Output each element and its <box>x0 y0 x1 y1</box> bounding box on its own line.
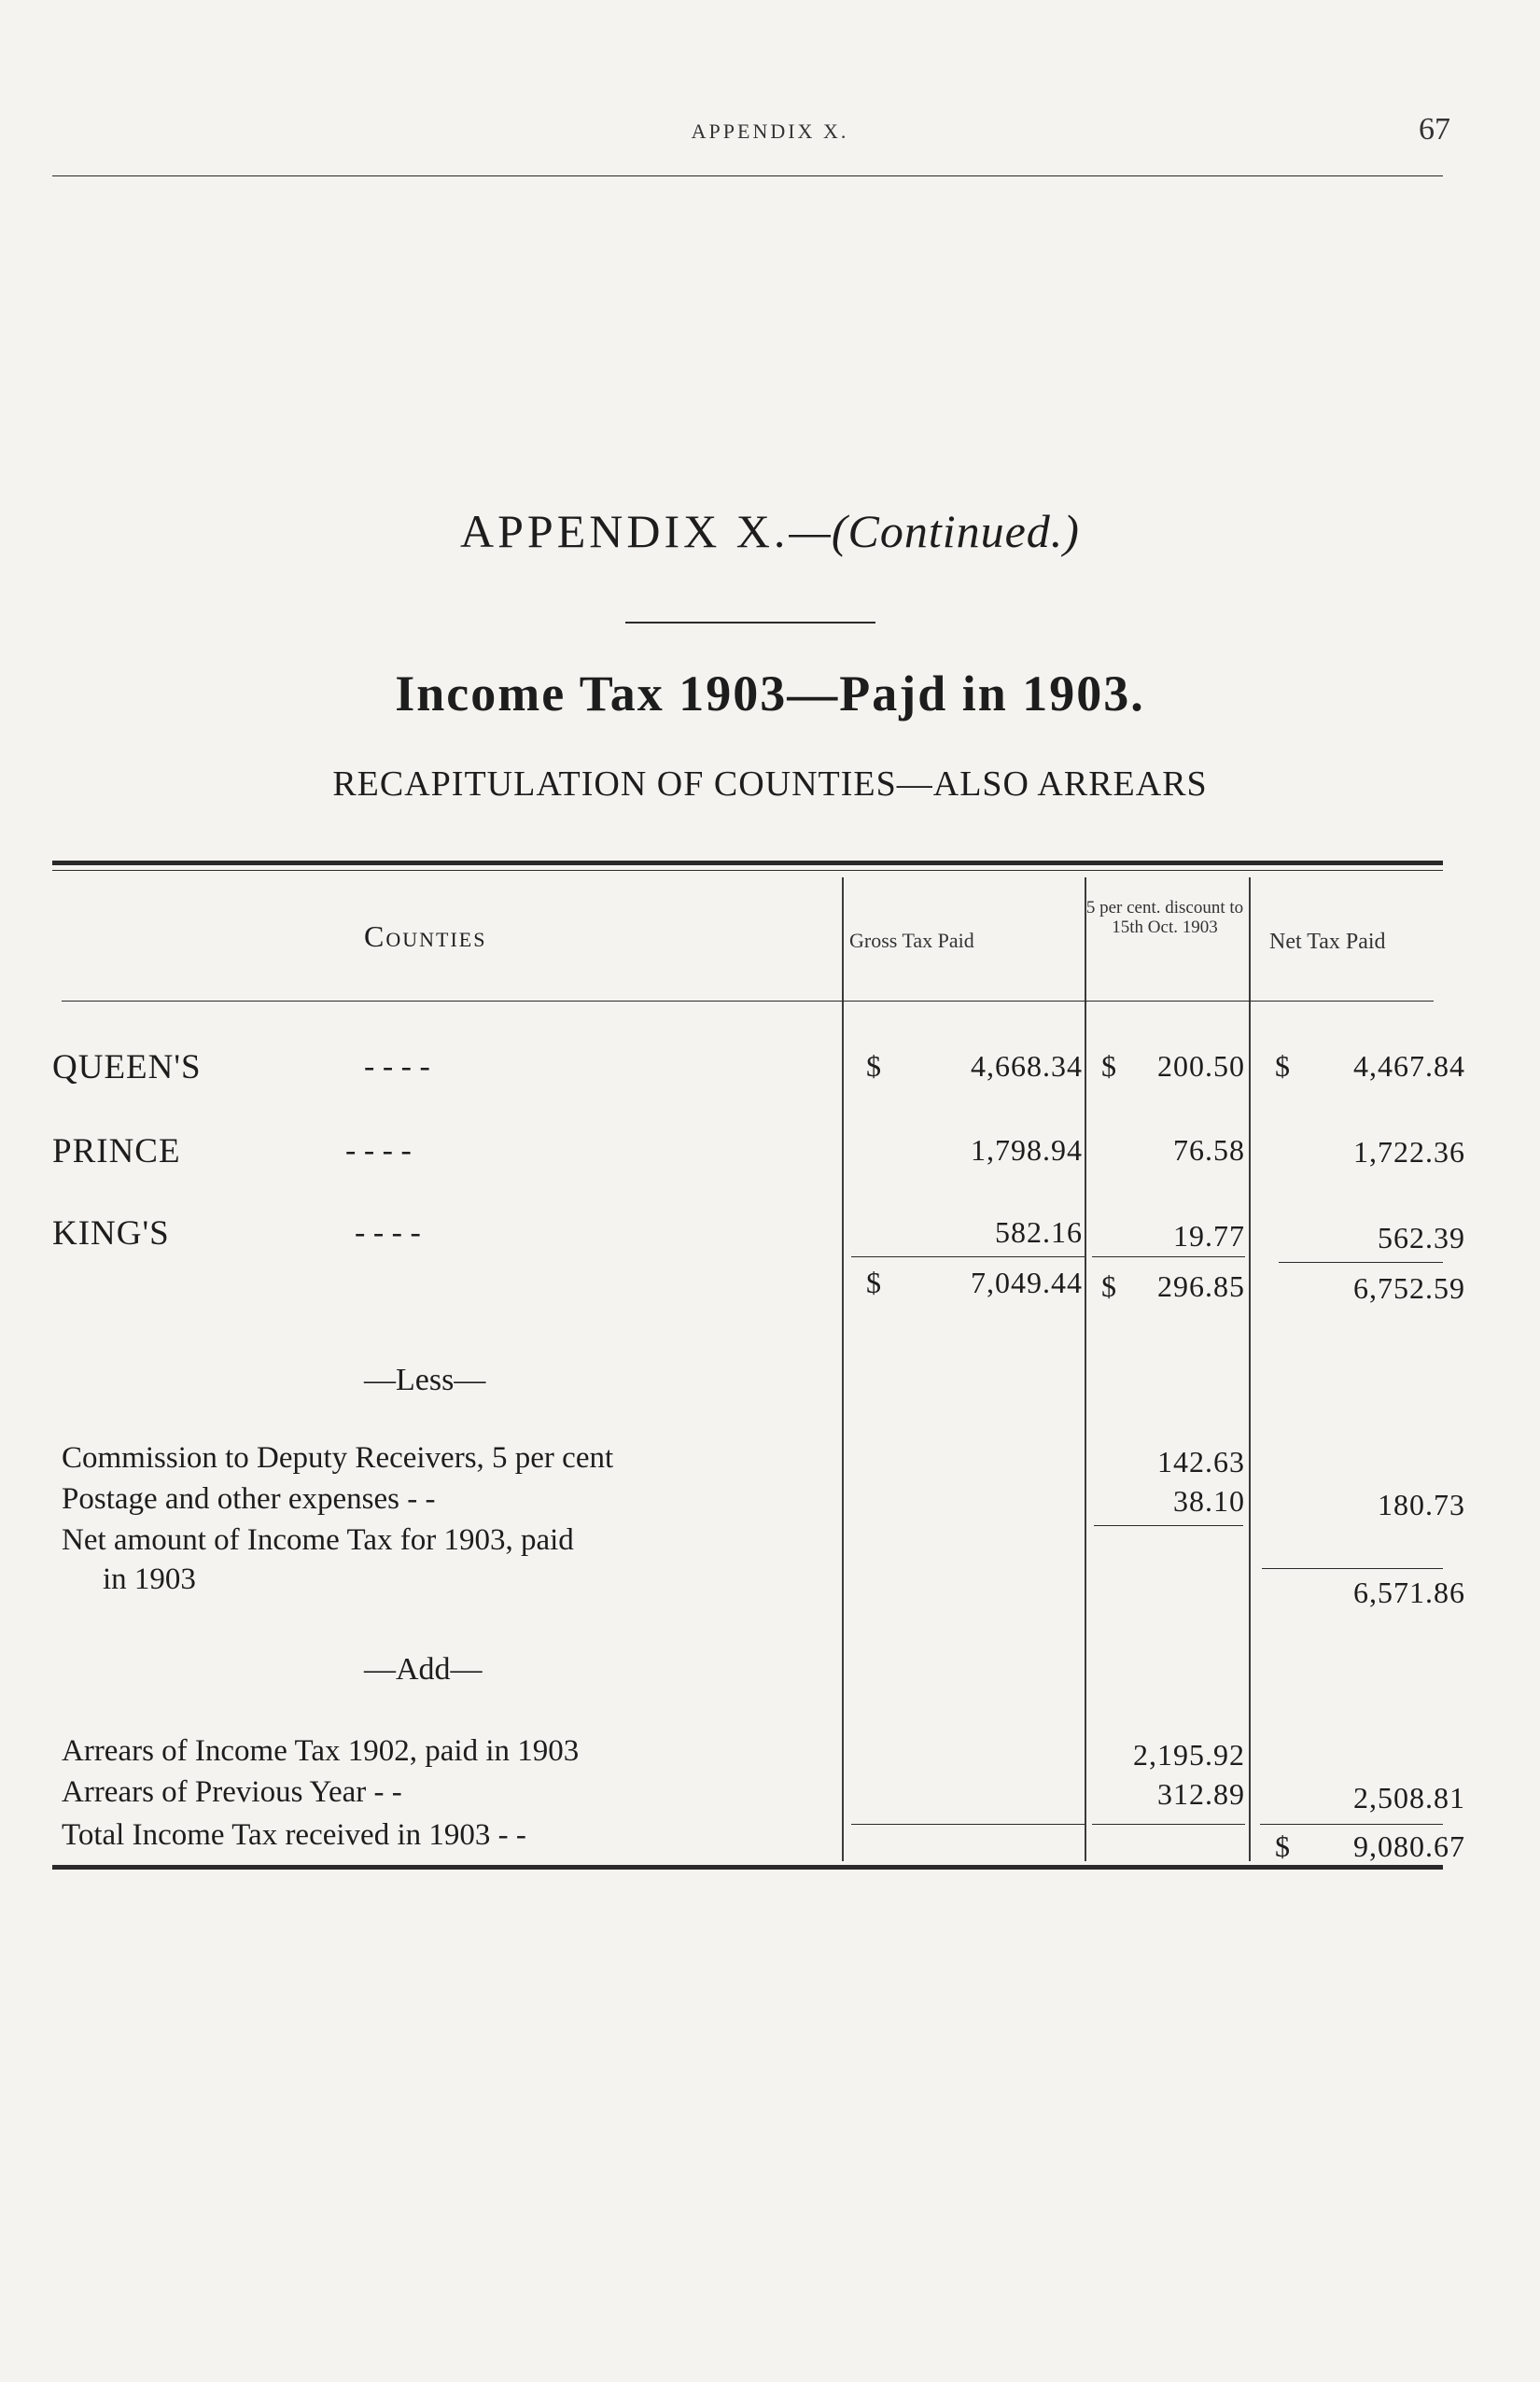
grand-total-rule <box>1092 1824 1245 1825</box>
header-net-tax: Net Tax Paid <box>1269 930 1386 954</box>
table-top-rule <box>52 861 1443 865</box>
grand-total-rule <box>851 1824 1085 1825</box>
grand-total-value: 9,080.67 <box>1353 1829 1465 1863</box>
header-counties: Counties <box>364 919 487 953</box>
leader-dashes: - - - - <box>364 1049 430 1084</box>
net-tax-value: 1,722.36 <box>1353 1135 1465 1169</box>
header-rule <box>52 175 1443 176</box>
net-amount-label-cont: in 1903 <box>103 1562 196 1596</box>
table-top-rule-thin <box>52 870 1443 871</box>
add-label: —Add— <box>364 1652 483 1687</box>
column-divider-2 <box>1085 877 1086 1861</box>
discount-value: 200.50 <box>1157 1049 1245 1083</box>
table-bottom-rule <box>52 1865 1443 1870</box>
net-tax-value: 562.39 <box>1378 1221 1465 1254</box>
appendix-title <box>0 504 1540 558</box>
currency-symbol: $ <box>1275 1829 1290 1863</box>
header-discount: 5 per cent. discount to 15th Oct. 1903 <box>1085 898 1244 937</box>
less-item-value: 142.63 <box>1157 1445 1245 1478</box>
title-divider <box>625 622 875 624</box>
grand-total-rule <box>1260 1824 1443 1825</box>
discount-value: 19.77 <box>1173 1219 1245 1253</box>
appendix-title-suffix: —(Continued.) <box>789 505 1080 557</box>
less-item-label: Postage and other expenses - - <box>62 1482 436 1516</box>
county-name: QUEEN'S <box>52 1048 202 1086</box>
add-item-value: 2,195.92 <box>1133 1738 1245 1772</box>
net-amount-value: 6,571.86 <box>1353 1576 1465 1609</box>
gross-tax-total: 7,049.44 <box>971 1266 1083 1299</box>
county-name: PRINCE <box>52 1132 181 1170</box>
header-gross-tax: Gross Tax Paid <box>849 929 974 952</box>
column-divider-1 <box>842 877 844 1861</box>
column-divider-3 <box>1249 877 1251 1861</box>
income-tax-title: Income Tax 1903—Pajd in 1903. <box>395 666 1145 722</box>
county-name: KING'S <box>52 1214 170 1253</box>
net-amount-rule <box>1262 1568 1443 1569</box>
net-tax-value: 4,467.84 <box>1353 1049 1465 1083</box>
recapitulation-title: RECAPITULATION OF COUNTIES—ALSO ARREARS <box>332 764 1208 804</box>
less-total-value: 180.73 <box>1378 1488 1465 1521</box>
leader-dashes: - - - - <box>355 1215 421 1250</box>
currency-symbol: $ <box>1275 1049 1290 1083</box>
header-bottom-rule <box>62 1001 1434 1002</box>
currency-symbol: $ <box>866 1266 881 1299</box>
net-tax-total: 6,752.59 <box>1353 1271 1465 1305</box>
currency-symbol: $ <box>1101 1269 1116 1303</box>
add-total-value: 2,508.81 <box>1353 1781 1465 1815</box>
running-head: APPENDIX X. <box>691 119 849 143</box>
gross-tax-value: 4,668.34 <box>971 1049 1083 1083</box>
subtotal-rule <box>851 1256 1085 1257</box>
currency-symbol: $ <box>1101 1049 1116 1083</box>
net-amount-label: Net amount of Income Tax for 1903, paid <box>62 1523 574 1557</box>
less-subtotal-rule <box>1094 1525 1243 1526</box>
add-item-value: 312.89 <box>1157 1777 1245 1811</box>
add-item-label: Arrears of Previous Year - - <box>62 1775 402 1809</box>
subtotal-rule <box>1092 1256 1245 1257</box>
discount-total: 296.85 <box>1157 1269 1245 1303</box>
discount-value: 76.58 <box>1173 1133 1245 1167</box>
page-number: 67 <box>1419 112 1450 147</box>
gross-tax-value: 582.16 <box>995 1215 1083 1249</box>
leader-dashes: - - - - <box>345 1133 412 1168</box>
add-item-label: Arrears of Income Tax 1902, paid in 1903 <box>62 1734 580 1768</box>
less-item-label: Commission to Deputy Receivers, 5 per cent <box>62 1441 614 1475</box>
currency-symbol: $ <box>866 1049 881 1083</box>
less-item-value: 38.10 <box>1173 1484 1245 1518</box>
less-label: —Less— <box>364 1363 486 1397</box>
gross-tax-value: 1,798.94 <box>971 1133 1083 1167</box>
grand-total-label: Total Income Tax received in 1903 - - <box>62 1818 526 1852</box>
subtotal-rule <box>1279 1262 1443 1263</box>
appendix-title-main: APPENDIX X. <box>460 505 790 557</box>
